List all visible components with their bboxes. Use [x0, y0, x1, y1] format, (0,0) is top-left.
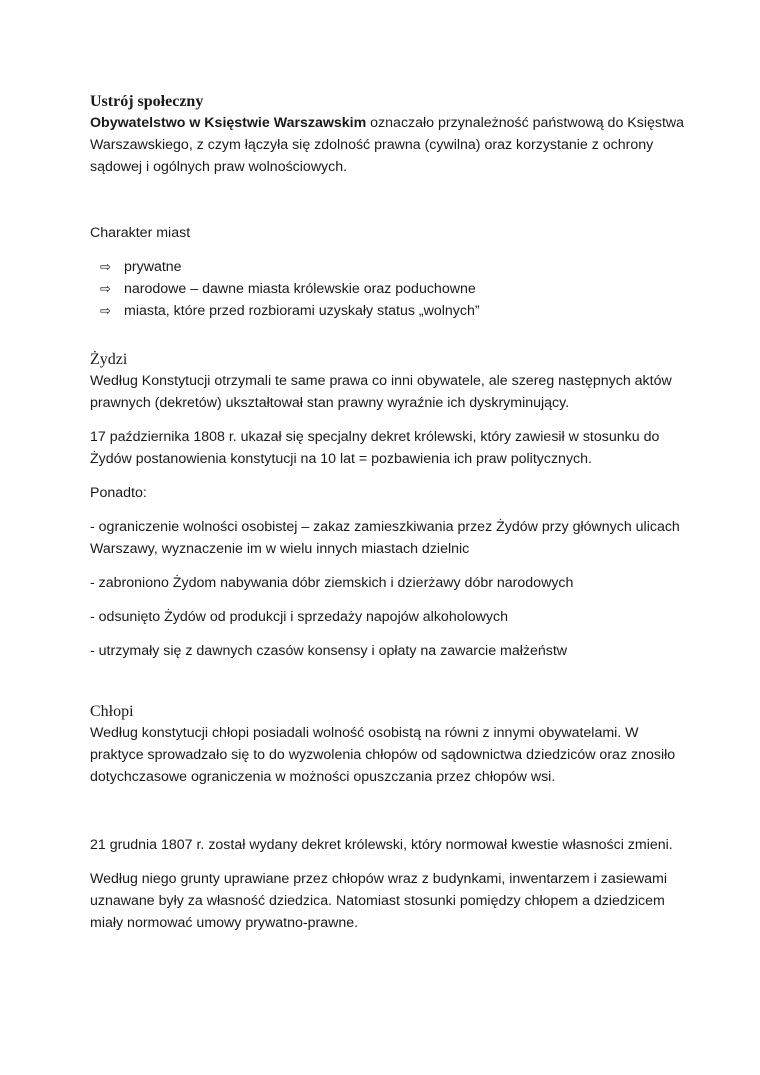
paragraph: - zabroniono Żydom nabywania dóbr ziemskich i dzierżawy dóbr narodowych	[90, 575, 574, 591]
paragraph: Według konstytucji chłopi posiadali wolność osobistą na równi z innymi obywatelami. W praktyce sprowadzało się to do wyzwolenia chłopów od sądownictwa dziedziców oraz znosiło dotychczasowe ograniczenia w możności opuszczania przez chłopów wsi.	[90, 725, 676, 785]
paragraph: Według Konstytucji otrzymali te same prawa co inni obywatele, ale szereg następnych aktów prawnych (dekretów) ukształtował stan prawny wyraźnie ich dyskryminujący.	[90, 373, 672, 411]
paragraph-text: oznaczało przynależność państwową do Księstwa Warszawskiego, z czym łączyła się zdolność prawna (cywilna) oraz korzystanie z ochrony sądowej i ogólnych praw wolnościowych.	[90, 115, 685, 175]
paragraph: Ponadto:	[90, 485, 147, 501]
arrow-right-outline-icon: ⇨	[100, 259, 111, 274]
paragraph: Według niego grunty uprawiane przez chłopów wraz z budynkami, inwentarzem i zasiewami uznawane były za własność dziedzica. Natomiast stosunki pomiędzy chłopem a dziedzicem miały normować umowy prywatno-prawne.	[90, 871, 667, 931]
paragraph: - odsunięto Żydów od produkcji i sprzedaży napojów alkoholowych	[90, 609, 508, 625]
arrow-right-outline-icon: ⇨	[100, 303, 111, 318]
document-page	[90, 92, 690, 934]
list-item-text: miasta, które przed rozbiorami uzyskały status „wolnych”	[124, 303, 480, 319]
section-heading-ustroj: Ustrój społeczny	[90, 93, 204, 110]
spacer	[90, 322, 690, 350]
spacer	[90, 788, 690, 834]
list-item-text: prywatne	[124, 259, 182, 275]
arrow-list	[90, 256, 690, 322]
spacer	[90, 662, 690, 702]
paragraph: 17 października 1808 r. ukazał się specjalny dekret królewski, który zawiesił w stosunku do Żydów postanowienia konstytucji na 10 lat = pozbawienia ich praw politycznych.	[90, 429, 660, 467]
spacer	[90, 178, 690, 222]
paragraph-obywatelstwo	[90, 112, 690, 178]
section-heading-chlopi: Chłopi	[90, 703, 134, 720]
subheading-charakter-miast: Charakter miast	[90, 225, 191, 241]
bold-term: Obywatelstwo w Księstwie Warszawskim	[90, 115, 367, 131]
list-item	[100, 300, 690, 322]
list-item	[100, 256, 690, 278]
paragraph: - utrzymały się z dawnych czasów konsensy i opłaty na zawarcie małżeństw	[90, 643, 568, 659]
section-heading-zydzi: Żydzi	[90, 351, 128, 368]
paragraph: - ograniczenie wolności osobistej – zakaz zamieszkiwania przez Żydów przy głównych ulicach Warszawy, wyznaczenie im w wielu innych miastach dzielnic	[90, 519, 680, 557]
list-item	[100, 278, 690, 300]
list-item-text: narodowe – dawne miasta królewskie oraz poduchowne	[124, 281, 476, 297]
paragraph: 21 grudnia 1807 r. został wydany dekret królewski, który normował kwestie własności zmieni.	[90, 837, 673, 853]
arrow-right-outline-icon: ⇨	[100, 281, 111, 296]
